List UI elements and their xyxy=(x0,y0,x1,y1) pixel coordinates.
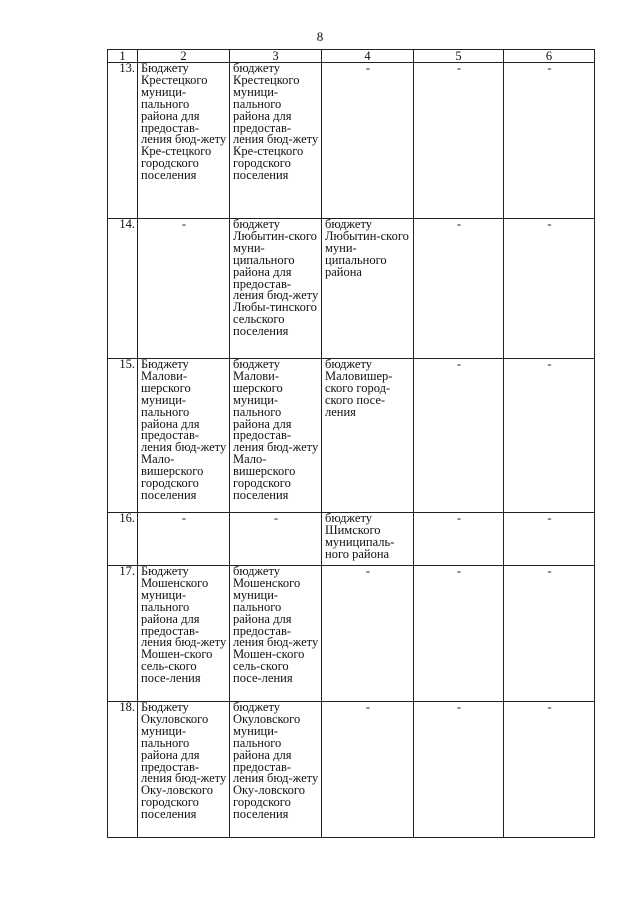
cell-col6: - xyxy=(504,702,595,838)
header-cell-3: 3 xyxy=(230,50,322,63)
cell-col3: бюджету Любытин-ского муни-ципального района для предостав-ления бюд-жету Любы-тинского сельского поселения xyxy=(230,219,322,359)
row-number: 13. xyxy=(108,63,138,219)
page-number: 8 xyxy=(316,29,324,44)
cell-col2: Бюджету Мошенского муници-пального района для предостав-ления бюд-жету Мошен-ского сель-ского посе-ления xyxy=(138,566,230,702)
cell-col3: бюджету Окуловского муници-пального района для предостав-ления бюд-жету Оку-ловского городского поселения xyxy=(230,702,322,838)
header-cell-2: 2 xyxy=(138,50,230,63)
cell-col4: бюджету Любытин-ского муни-ципального района xyxy=(322,219,414,359)
table-row xyxy=(108,219,595,359)
table-row xyxy=(108,513,595,566)
cell-col2: Бюджету Малови-шерского муници-пального района для предостав-ления бюд-жету Мало-вишерского городского поселения xyxy=(138,359,230,513)
table-row xyxy=(108,359,595,513)
cell-col3: - xyxy=(230,513,322,566)
cell-col5: - xyxy=(414,63,504,219)
cell-col5: - xyxy=(414,359,504,513)
table-row xyxy=(108,566,595,702)
table-row xyxy=(108,63,595,219)
cell-col6: - xyxy=(504,359,595,513)
cell-col6: - xyxy=(504,219,595,359)
header-cell-5: 5 xyxy=(414,50,504,63)
table-row xyxy=(108,702,595,838)
cell-col3: бюджету Крестецкого муници-пального района для предостав-ления бюд-жету Кре-стецкого городского поселения xyxy=(230,63,322,219)
cell-col5: - xyxy=(414,566,504,702)
row-number: 15. xyxy=(108,359,138,513)
row-number: 17. xyxy=(108,566,138,702)
cell-col2: Бюджету Крестецкого муници-пального района для предостав-ления бюд-жету Кре-стецкого городского поселения xyxy=(138,63,230,219)
row-number: 16. xyxy=(108,513,138,566)
cell-col2: - xyxy=(138,219,230,359)
cell-col4: - xyxy=(322,63,414,219)
cell-col5: - xyxy=(414,513,504,566)
cell-col4: бюджету Маловишер-ского город-ского посе-ления xyxy=(322,359,414,513)
cell-col3: бюджету Мошенского муници-пального района для предостав-ления бюд-жету Мошен-ского сель-ского посе-ления xyxy=(230,566,322,702)
cell-col6: - xyxy=(504,566,595,702)
header-cell-1: 1 xyxy=(108,50,138,63)
header-cell-6: 6 xyxy=(504,50,595,63)
row-number: 18. xyxy=(108,702,138,838)
cell-col2: Бюджету Окуловского муници-пального района для предостав-ления бюд-жету Оку-ловского городского поселения xyxy=(138,702,230,838)
cell-col6: - xyxy=(504,513,595,566)
row-number: 14. xyxy=(108,219,138,359)
cell-col2: - xyxy=(138,513,230,566)
header-cell-4: 4 xyxy=(322,50,414,63)
cell-col4: бюджету Шимского муниципаль-ного района xyxy=(322,513,414,566)
cell-col5: - xyxy=(414,702,504,838)
cell-col5: - xyxy=(414,219,504,359)
cell-col4: - xyxy=(322,566,414,702)
cell-col6: - xyxy=(504,63,595,219)
budget-table xyxy=(107,49,595,838)
cell-col3: бюджету Малови-шерского муници-пального района для предостав-ления бюд-жету Мало-вишерского городского поселения xyxy=(230,359,322,513)
cell-col4: - xyxy=(322,702,414,838)
